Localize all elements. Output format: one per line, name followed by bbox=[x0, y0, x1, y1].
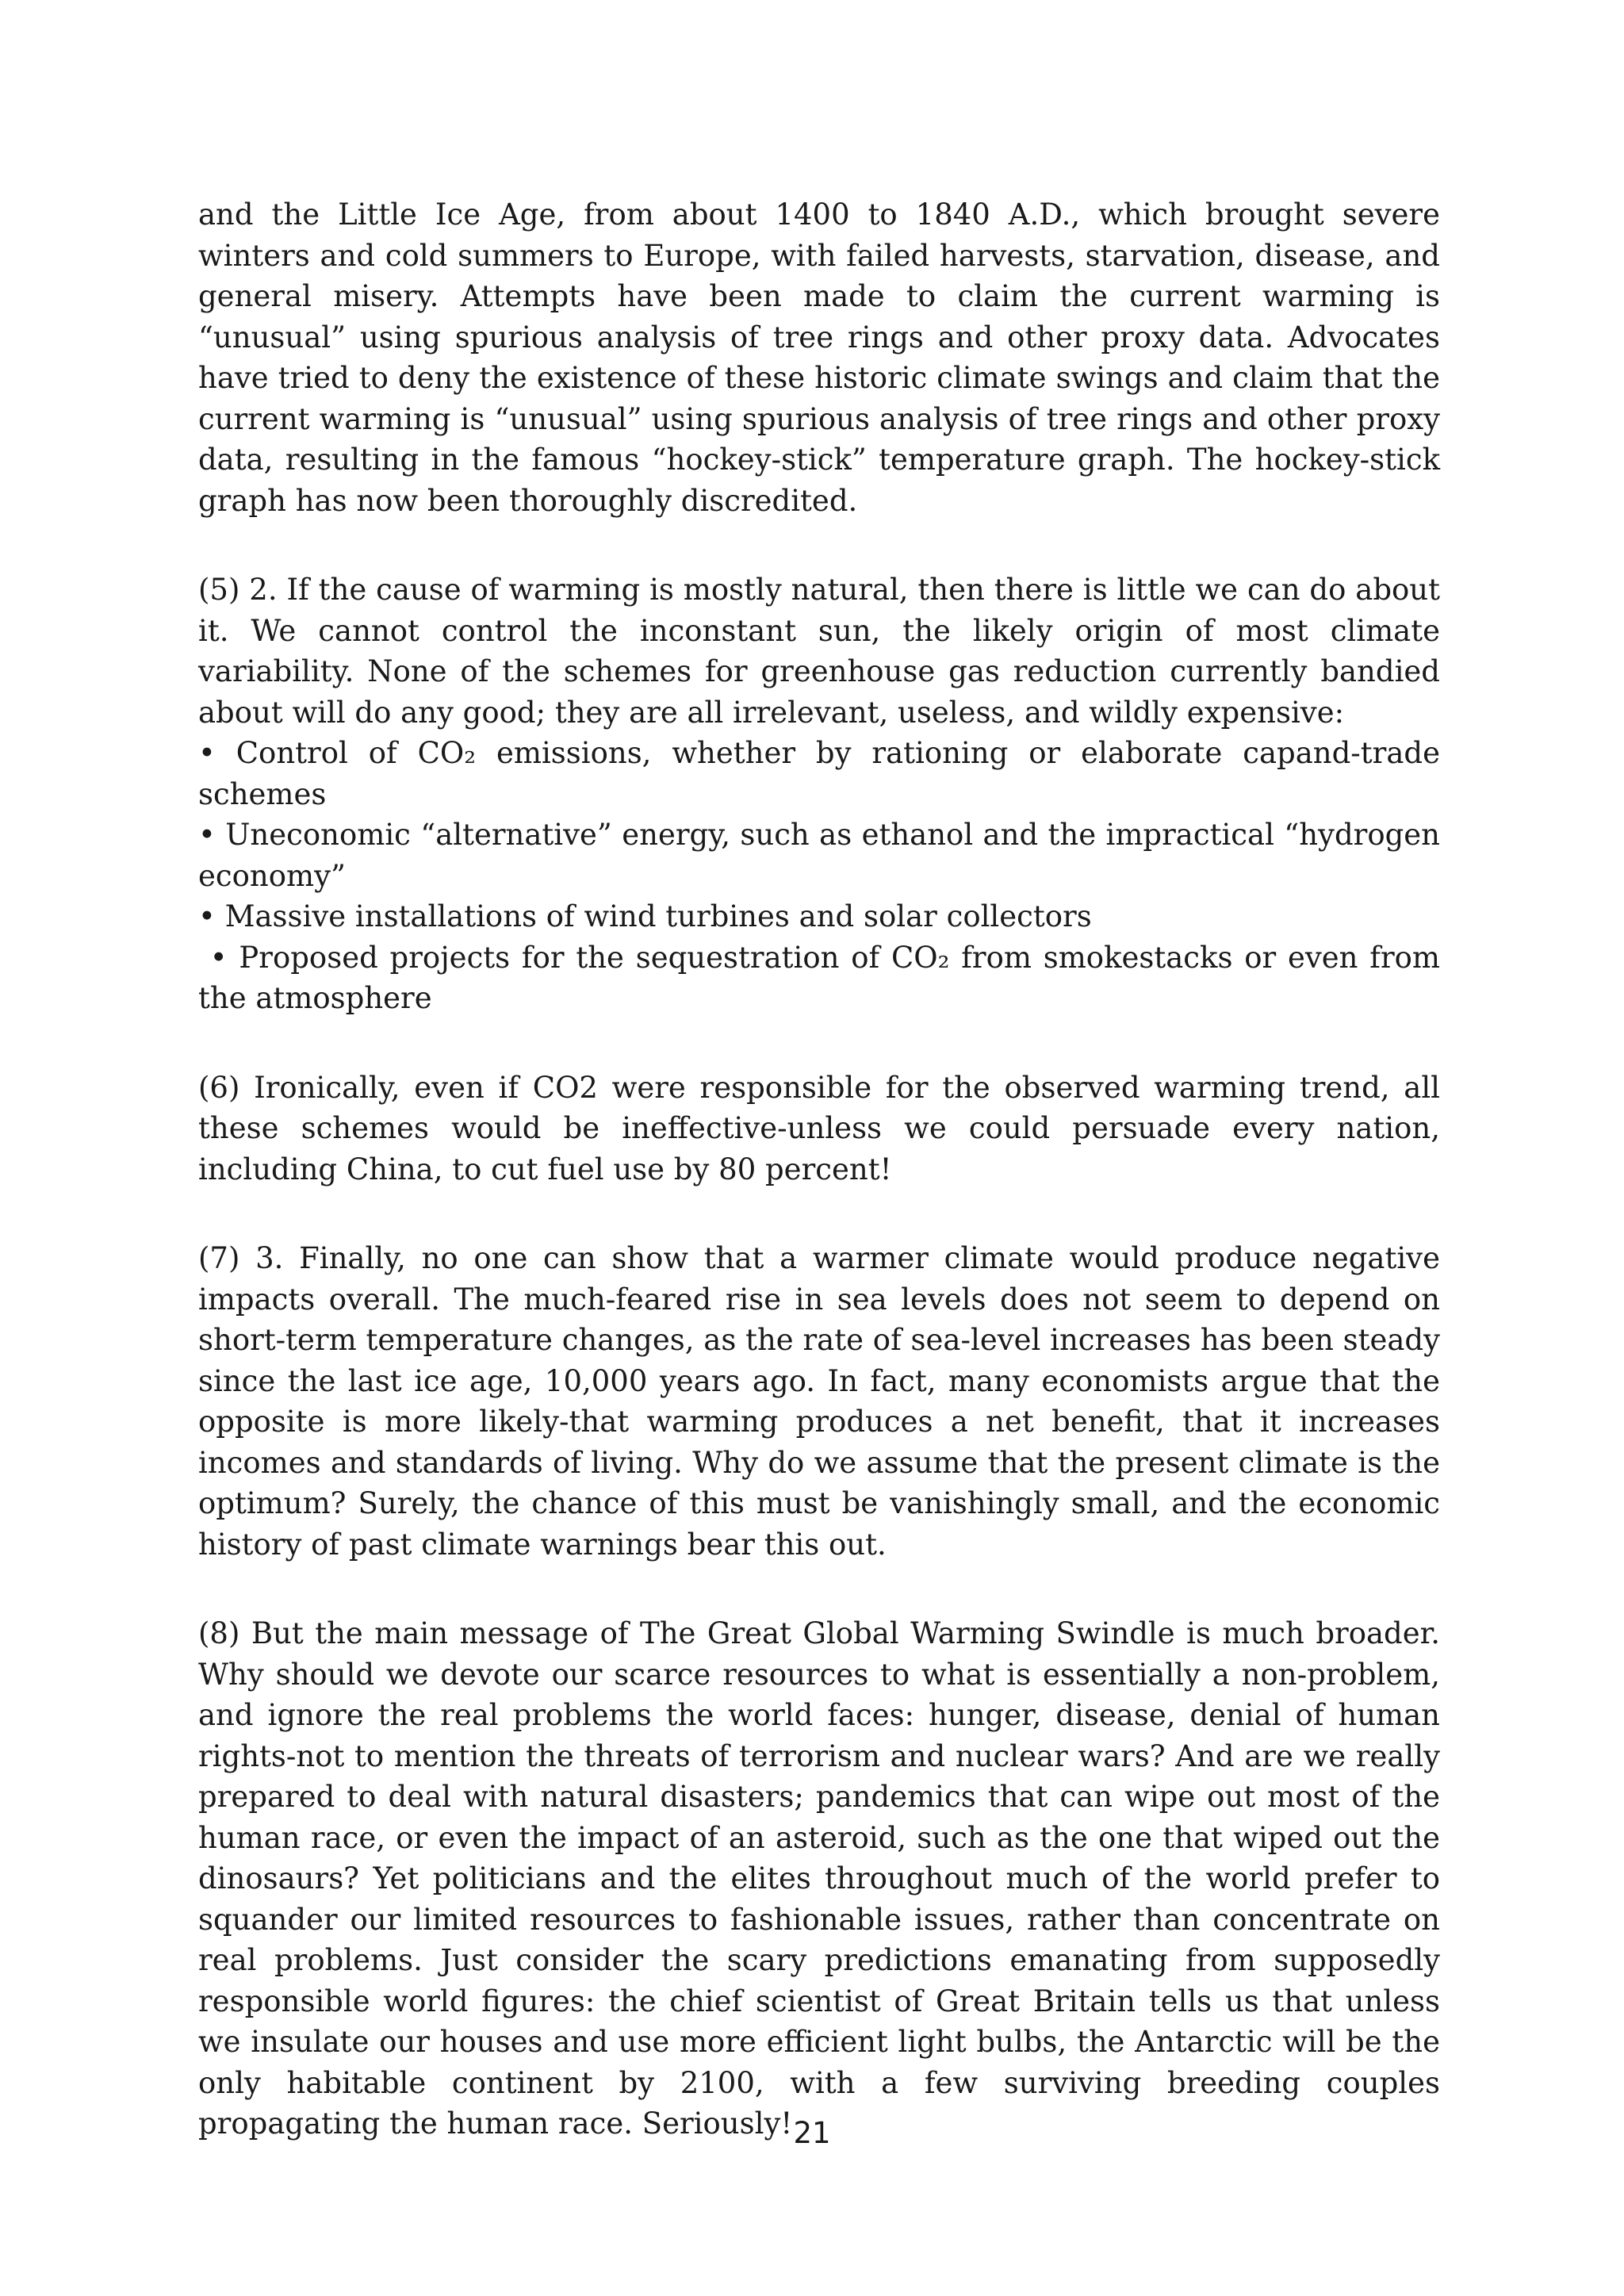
bullet-icon: • bbox=[209, 940, 228, 975]
bullet-icon: • bbox=[198, 818, 216, 852]
paragraph-7: (7) 3. Finally, no one can show that a warmer climate would produce negative impacts overall. The much-feared rise in sea levels does not seem to depend on short-term temperature changes, as the rate of sea-level increases has been steady since the last ice age, 10,000 years ago. In fact, many economists argue that the opposite is more likely-that warming produces a net benefit, that it increases incomes and standards of living. Why do we assume that the present climate is the optimum? Surely, the chance of this must be vanishingly small, and the economic history of past climate warnings bear this out. bbox=[198, 1241, 1440, 1562]
list-item-text: Proposed projects for the sequestration of CO₂ from smokestacks or even from the atmosphere bbox=[198, 940, 1440, 1015]
document-body bbox=[198, 194, 1440, 2145]
list-item bbox=[198, 896, 1440, 937]
list-item bbox=[198, 815, 1440, 896]
list-item bbox=[198, 937, 1440, 1019]
bullet-list bbox=[198, 733, 1440, 1019]
list-item bbox=[198, 733, 1440, 815]
list-item-text: Massive installations of wind turbines and solar collectors bbox=[224, 899, 1092, 933]
paragraph-8: (8) But the main message of The Great Global Warming Swindle is much broader. Why should we devote our scarce resources to what is essentially a non-problem, and ignore the real problems the world faces: hunger, disease, denial of human rights-not to mention the threats of terrorism and nuclear wars? And are we really prepared to deal with natural disasters; pandemics that can wipe out most of the human race, or even the impact of an asteroid, such as the one that wiped out the dinosaurs? Yet politicians and the elites throughout much of the world prefer to squander our limited resources to fashionable issues, rather than concentrate on real problems. Just consider the scary predictions emanating from supposedly responsible world figures: the chief scientist of Great Britain tells us that unless we insulate our houses and use more efficient light bulbs, the Antarctic will be the only habitable continent by 2100, with a few surviving breeding couples propagating the human race. Seriously! bbox=[198, 1616, 1440, 2141]
list-item-text: Control of CO₂ emissions, whether by rationing or elaborate capand-trade schemes bbox=[198, 736, 1440, 811]
bullet-icon: • bbox=[198, 736, 216, 770]
paragraph-5: (5) 2. If the cause of warming is mostly natural, then there is little we can do about it. We cannot control the inconstant sun, the likely origin of most climate variability. None of the schemes for greenhouse gas reduction currently bandied about will do any good; they are all irrelevant, useless, and wildly expensive: bbox=[198, 573, 1440, 730]
page-number: 21 bbox=[793, 2116, 831, 2150]
bullet-icon: • bbox=[198, 899, 216, 933]
list-item-text: Uneconomic “alternative” energy, such as ethanol and the impractical “hydrogen economy” bbox=[198, 818, 1441, 893]
paragraph-4-continued: and the Little Ice Age, from about 1400 to 1840 A.D., which brought severe winters and cold summers to Europe, with failed harvests, starvation, disease, and general misery. Attempts have been made to claim the current warming is “unusual” using spurious analysis of tree rings and other proxy data. Advocates have tried to deny the existence of these historic climate swings and claim that the current warming is “unusual” using spurious analysis of tree rings and other proxy data, resulting in the famous “hockey-stick” temperature graph. The hockey-stick graph has now been thoroughly discredited. bbox=[198, 197, 1440, 518]
paragraph-6: (6) Ironically, even if CO2 were responsible for the observed warming trend, all these schemes would be ineffective-unless we could persuade every nation, including China, to cut fuel use by 80 percent! bbox=[198, 1070, 1440, 1186]
